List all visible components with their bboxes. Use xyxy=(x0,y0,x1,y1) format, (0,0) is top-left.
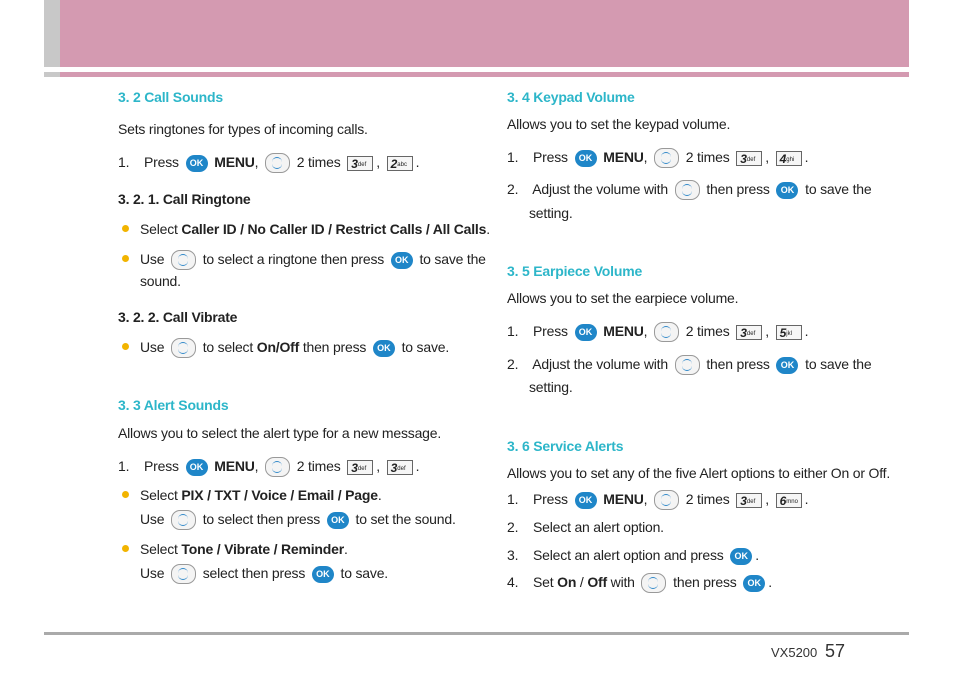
step-number: 2. xyxy=(507,519,519,535)
ok-key-icon: OK xyxy=(327,512,349,529)
instruction-text: then press xyxy=(302,339,367,355)
bullet-text xyxy=(140,338,449,358)
nav-key-icon xyxy=(654,148,679,168)
instruction-text: Adjust the volume with xyxy=(532,181,668,197)
key-3-icon xyxy=(736,325,762,340)
header-rule-pink xyxy=(60,72,909,77)
step-4: 4. Set On / Off with then press OK . xyxy=(507,573,772,593)
ok-key-icon: OK xyxy=(373,340,395,357)
section-desc: Allows you to select the alert type for a new message. xyxy=(118,425,442,441)
nav-key-icon xyxy=(171,510,196,530)
times-text: 2 times xyxy=(685,323,730,339)
header-gray-block xyxy=(44,0,60,67)
ok-key-icon: OK xyxy=(186,459,208,476)
instruction-text: Adjust the volume with xyxy=(532,356,668,372)
nav-key-icon xyxy=(675,355,700,375)
instruction-text: Set xyxy=(533,574,554,590)
times-text: 2 times xyxy=(296,154,341,170)
option-values: Caller ID / No Caller ID / Restrict Calls / All Calls xyxy=(181,221,487,237)
key-digit: 3 xyxy=(740,151,747,166)
key-letters: ghi xyxy=(786,156,795,163)
nav-key-icon xyxy=(641,573,666,593)
step-2-continued: setting. xyxy=(529,205,573,221)
menu-text: MENU xyxy=(603,323,644,339)
key-3-icon xyxy=(347,460,373,475)
key-digit: 3 xyxy=(351,156,358,171)
nav-key-icon xyxy=(171,564,196,584)
ok-key-icon: OK xyxy=(186,155,208,172)
page-number: 57 xyxy=(825,641,846,661)
subsection-title-call-ringtone: 3. 2. 1. Call Ringtone xyxy=(118,191,251,207)
step-1: 1. Press OK MENU, 2 times 3def , 2abc . xyxy=(118,153,419,173)
key-digit: 2 xyxy=(390,156,398,171)
use-text: Use xyxy=(140,339,165,355)
key-2-icon xyxy=(387,156,413,171)
key-4-icon xyxy=(776,151,802,166)
step-number: 2. xyxy=(507,181,519,197)
option-on: On xyxy=(557,574,577,590)
press-text: Press xyxy=(144,154,179,170)
footer-rule xyxy=(44,632,909,635)
step-1: 1. Press OK MENU, 2 times 3def , 4ghi . xyxy=(507,148,808,168)
key-6-icon xyxy=(776,493,802,508)
instruction-text: to set the sound. xyxy=(355,511,456,527)
key-digit: 3 xyxy=(740,325,747,340)
step-number: 1. xyxy=(118,458,130,474)
step-1: 1. Press OK MENU, 2 times 3def , 3def . xyxy=(118,457,419,477)
select-text: Select xyxy=(140,487,178,503)
times-text: 2 times xyxy=(685,149,730,165)
header-rule-gray xyxy=(44,72,60,77)
key-letters: def xyxy=(746,156,756,163)
key-3-icon xyxy=(387,460,413,475)
bullet-icon xyxy=(122,545,129,552)
key-letters: mno xyxy=(786,498,798,505)
nav-key-icon xyxy=(654,322,679,342)
times-text: 2 times xyxy=(685,491,730,507)
key-digit: 6 xyxy=(779,493,787,508)
instruction-text: with xyxy=(610,574,635,590)
instruction-text: to save the xyxy=(419,251,486,267)
step-2 xyxy=(507,355,871,375)
press-text: Press xyxy=(533,149,568,165)
section-title-keypad-volume: 3. 4 Keypad Volume xyxy=(507,89,635,105)
instruction-text: Select an alert option. xyxy=(533,519,664,535)
step-2 xyxy=(507,180,871,200)
instruction-text: then press xyxy=(706,356,770,372)
menu-text: MENU xyxy=(603,491,644,507)
step-2-continued: setting. xyxy=(529,379,573,395)
instruction-text: then press xyxy=(673,574,737,590)
step-2 xyxy=(507,518,664,536)
times-text: 2 times xyxy=(296,458,341,474)
instruction-text: select then press xyxy=(202,565,306,581)
press-text: Press xyxy=(533,323,568,339)
subsection-title-call-vibrate: 3. 2. 2. Call Vibrate xyxy=(118,309,238,325)
ok-key-icon: OK xyxy=(312,566,334,583)
select-text: Select xyxy=(140,541,178,557)
instruction-text: to save the xyxy=(805,181,872,197)
use-text: Use xyxy=(140,565,165,581)
key-digit: 3 xyxy=(351,460,358,475)
section-desc: Allows you to set the keypad volume. xyxy=(507,116,731,132)
select-text: Select xyxy=(140,221,178,237)
nav-key-icon xyxy=(265,153,290,173)
instruction-text: to save. xyxy=(340,565,388,581)
step-number: 1. xyxy=(507,491,519,507)
instruction-text: Select an alert option and press xyxy=(533,547,724,563)
menu-text: MENU xyxy=(214,458,255,474)
section-title-call-sounds: 3. 2 Call Sounds xyxy=(118,89,223,105)
bullet-text: Select PIX / TXT / Voice / Email / Page. xyxy=(140,487,382,503)
section-desc: Allows you to set any of the five Alert options to either On or Off. xyxy=(507,465,891,481)
instruction-text: to save. xyxy=(401,339,450,355)
bullet-text-continued xyxy=(140,564,388,584)
step-number: 3. xyxy=(507,547,519,563)
key-digit: 5 xyxy=(779,325,787,340)
nav-key-icon xyxy=(654,490,679,510)
bullet-text-continued: sound. xyxy=(140,273,181,289)
ok-key-icon: OK xyxy=(391,252,413,269)
key-digit: 4 xyxy=(779,151,787,166)
nav-key-icon xyxy=(171,338,196,358)
use-text: Use xyxy=(140,511,165,527)
instruction-text: to select xyxy=(202,339,254,355)
step-number: 1. xyxy=(118,154,130,170)
step-1: 1. Press OK MENU, 2 times 3def , 6mno . xyxy=(507,490,808,510)
option-off: Off xyxy=(587,574,607,590)
ok-key-icon: OK xyxy=(575,492,597,509)
press-text: Press xyxy=(533,491,568,507)
key-letters: def xyxy=(357,465,367,472)
press-text: Press xyxy=(144,458,179,474)
nav-key-icon xyxy=(171,250,196,270)
key-3-icon xyxy=(347,156,373,171)
key-letters: def xyxy=(746,498,756,505)
bullet-text: Select Caller ID / No Caller ID / Restrict Calls / All Calls. xyxy=(140,221,490,237)
separator: / xyxy=(579,574,584,590)
key-letters: def xyxy=(357,161,367,168)
instruction-text: to select then press xyxy=(202,511,321,527)
ok-key-icon: OK xyxy=(776,182,798,199)
bullet-text xyxy=(140,250,486,270)
section-title-earpiece-volume: 3. 5 Earpiece Volume xyxy=(507,263,643,279)
step-3: 3. Select an alert option and press OK . xyxy=(507,547,759,563)
key-letters: jkl xyxy=(786,330,792,337)
section-desc: Sets ringtones for types of incoming calls. xyxy=(118,121,368,137)
option-values: PIX / TXT / Voice / Email / Page xyxy=(181,487,378,503)
key-3-icon xyxy=(736,493,762,508)
section-title-service-alerts: 3. 6 Service Alerts xyxy=(507,438,624,454)
instruction-text: to save the xyxy=(805,356,872,372)
bullet-icon xyxy=(122,491,129,498)
bullet-icon xyxy=(122,343,129,350)
option-values: Tone / Vibrate / Reminder xyxy=(181,541,344,557)
menu-text: MENU xyxy=(214,154,255,170)
ok-key-icon: OK xyxy=(730,548,752,565)
section-title-alert-sounds: 3. 3 Alert Sounds xyxy=(118,397,229,413)
key-letters: def xyxy=(397,465,406,472)
ok-key-icon: OK xyxy=(575,324,597,341)
header-pink-bar xyxy=(60,0,909,67)
nav-key-icon xyxy=(675,180,700,200)
ok-key-icon: OK xyxy=(776,357,798,374)
ok-key-icon: OK xyxy=(575,150,597,167)
step-number: 2. xyxy=(507,356,519,372)
key-5-icon xyxy=(776,325,802,340)
instruction-text: to select a ringtone then press xyxy=(202,251,385,267)
menu-text: MENU xyxy=(603,149,644,165)
step-number: 1. xyxy=(507,149,519,165)
option-values: On/Off xyxy=(256,339,300,355)
key-letters: abc xyxy=(397,161,407,168)
bullet-icon xyxy=(122,225,129,232)
bullet-text-continued xyxy=(140,510,456,530)
use-text: Use xyxy=(140,251,165,267)
step-number: 4. xyxy=(507,574,519,590)
key-3-icon xyxy=(736,151,762,166)
step-number: 1. xyxy=(507,323,519,339)
section-desc: Allows you to set the earpiece volume. xyxy=(507,290,739,306)
key-digit: 3 xyxy=(390,460,398,475)
bullet-text: Select Tone / Vibrate / Reminder. xyxy=(140,541,348,557)
key-letters: def xyxy=(746,330,756,337)
instruction-text: then press xyxy=(706,181,770,197)
ok-key-icon: OK xyxy=(743,575,765,592)
key-digit: 3 xyxy=(740,493,747,508)
step-1: 1. Press OK MENU, 2 times 3def , 5jkl . xyxy=(507,322,808,342)
model-name: VX5200 xyxy=(771,645,818,660)
nav-key-icon xyxy=(265,457,290,477)
bullet-icon xyxy=(122,255,129,262)
